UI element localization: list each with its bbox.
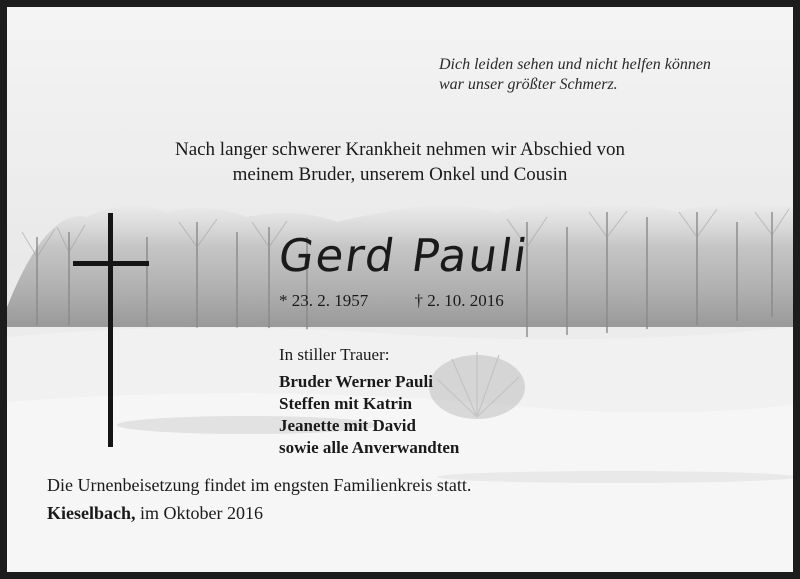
quote-line-1: Dich leiden sehen und nicht helfen können [439,56,711,73]
life-dates [279,291,504,311]
mourner-name: Bruder Werner Pauli [279,372,433,391]
memorial-quote [439,55,779,95]
birth-date: * 23. 2. 1957 [279,291,369,310]
cross-symbol [73,213,149,447]
intro-line-2: meinem Bruder, unserem Onkel und Cousin [232,164,568,185]
place-date: im Oktober 2016 [140,503,263,523]
place-town: Kieselbach, [47,503,136,523]
quote-line-2: war unser größter Schmerz. [439,76,618,93]
announcement-intro [7,137,793,187]
mourning-label: In stiller Trauer: [279,345,390,364]
mourners-list [279,371,459,459]
intro-line-1: Nach langer schwerer Krankheit nehmen wir Abschied von [174,139,626,160]
mourner-name: Jeanette mit David [279,416,416,435]
funeral-note: Die Urnenbeisetzung findet im engsten Familienkreis statt. [47,475,472,495]
mourner-name: Steffen mit Katrin [279,394,413,413]
death-date: † 2. 10. 2016 [414,291,504,310]
place-and-date [47,503,263,524]
deceased-name: Gerd Pauli [275,229,533,282]
cross-horizontal-bar [73,261,149,266]
cross-vertical-bar [108,213,113,447]
mourner-name: sowie alle Anverwandten [279,438,460,457]
